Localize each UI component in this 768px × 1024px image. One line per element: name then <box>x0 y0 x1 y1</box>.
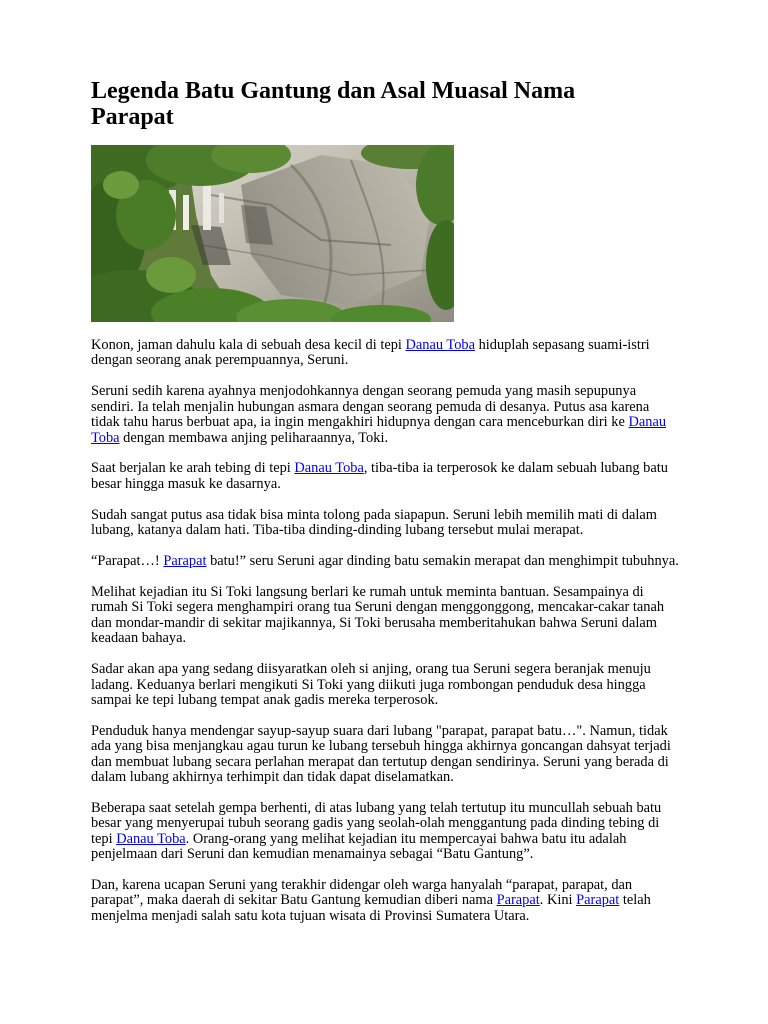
article-link[interactable]: Parapat <box>576 892 620 909</box>
article-link[interactable]: Parapat <box>163 553 207 570</box>
article-paragraph <box>91 878 681 924</box>
article-link[interactable]: Danau Toba <box>91 414 667 446</box>
article <box>91 78 681 940</box>
article-title: Legenda Batu Gantung dan Asal Muasal Nama Parapat <box>91 78 576 130</box>
article-paragraph <box>91 461 681 492</box>
paragraph-text: batu!” seru Seruni agar dinding batu semakin merapat dan menghimpit tubuhnya. <box>206 553 679 570</box>
article-paragraph <box>91 338 681 369</box>
article-link[interactable]: Danau Toba <box>294 460 364 477</box>
paragraph-text: Dan, karena ucapan Seruni yang terakhir didengar oleh warga hanyalah “parapat, parapat, dan parapat”, maka daerah di sekitar Batu Gantung kemudian diberi nama <box>91 877 633 909</box>
paragraph-text: . Kini <box>539 892 577 909</box>
paragraph-text: telah menjelma menjadi salah satu kota tujuan wisata di Provinsi Sumatera Utara. <box>91 892 651 924</box>
paragraph-text: hiduplah sepasang suami-istri dengan seorang anak perempuannya, Seruni. <box>91 337 650 369</box>
article-link[interactable]: Danau Toba <box>116 830 186 847</box>
paragraph-text: Penduduk hanya mendengar sayup-sayup suara dari lubang "parapat, parapat batu…". Namun, tidak ada yang bisa menjangkau agau turun ke lubang tersebuh hingga akhirnya goncangan dahsyat terjadi dan membuat lubang secara perlahan merapat dan tertutup dengan sendirinya. Seruni yang berada di dalam lubang akhirnya terhimpit dan tidak dapat diselamatkan. <box>91 722 671 786</box>
article-paragraph <box>91 724 681 786</box>
article-paragraph <box>91 662 681 708</box>
article-link[interactable]: Danau Toba <box>405 337 475 353</box>
paragraph-text: Seruni sedih karena ayahnya menjodohkannya dengan seorang pemuda yang masih sepupunya sendiri. Ia telah menjalin hubungan asmara dengan seorang pemuda di desanya. Putus asa karena tidak tahu harus berbuat apa, ia ingin mengakhiri hidupnya dengan cara menceburkan diri ke <box>91 383 650 431</box>
paragraph-text: Melihat kejadian itu Si Toki langsung berlari ke rumah untuk meminta bantuan. Sesampainya di rumah Si Toki segera menghampiri orang tua Seruni dengan menggonggong, mencakar-cakar tanah dan mondar-mandir di sekitar majikannya, Si Toki berusaha memberitahukan bahwa Seruni dalam keadaan bahaya. <box>91 583 665 647</box>
paragraph-text: Saat berjalan ke arah tebing di tepi <box>91 460 295 477</box>
paragraph-text: “Parapat…! <box>91 553 164 570</box>
article-body <box>91 338 681 924</box>
article-paragraph <box>91 554 681 569</box>
article-paragraph <box>91 508 681 539</box>
paragraph-text: dengan membawa anjing peliharaannya, Toki. <box>119 429 389 446</box>
cliff-rock-photo <box>91 145 454 322</box>
paragraph-text: . Orang-orang yang melihat kejadian itu mempercayai bahwa batu itu adalah penjelmaan dari Seruni dan kemudian menamainya sebagai “Batu Gantung”. <box>91 830 627 863</box>
paragraph-text: Konon, jaman dahulu kala di sebuah desa kecil di tepi <box>91 337 406 353</box>
article-paragraph <box>91 801 681 863</box>
article-paragraph <box>91 384 681 446</box>
article-paragraph <box>91 585 681 647</box>
paragraph-text: Sadar akan apa yang sedang diisyaratkan oleh si anjing, orang tua Seruni segera beranjak menuju ladang. Keduanya berlari mengikuti Si Toki yang diikuti juga rombongan penduduk desa hingga sampai ke tepi lubang tempat anak gadis mereka terperosok. <box>91 661 651 708</box>
paragraph-text: Beberapa saat setelah gempa berhenti, di atas lubang yang telah tertutup itu muncullah sebuah batu besar yang menyerupai tubuh seorang gadis yang seolah-olah menggantung pada dinding tebing di tepi <box>91 799 662 847</box>
article-link[interactable]: Parapat <box>496 892 540 909</box>
paragraph-text: Sudah sangat putus asa tidak bisa minta tolong pada siapapun. Seruni lebih memilih mati di dalam lubang, katanya dalam hati. Tiba-tiba dinding-dinding lubang tersebut mulai merapat. <box>91 506 657 539</box>
paragraph-text: , tiba-tiba ia terperosok ke dalam sebuah lubang batu besar hingga masuk ke dasarnya. <box>91 460 668 492</box>
